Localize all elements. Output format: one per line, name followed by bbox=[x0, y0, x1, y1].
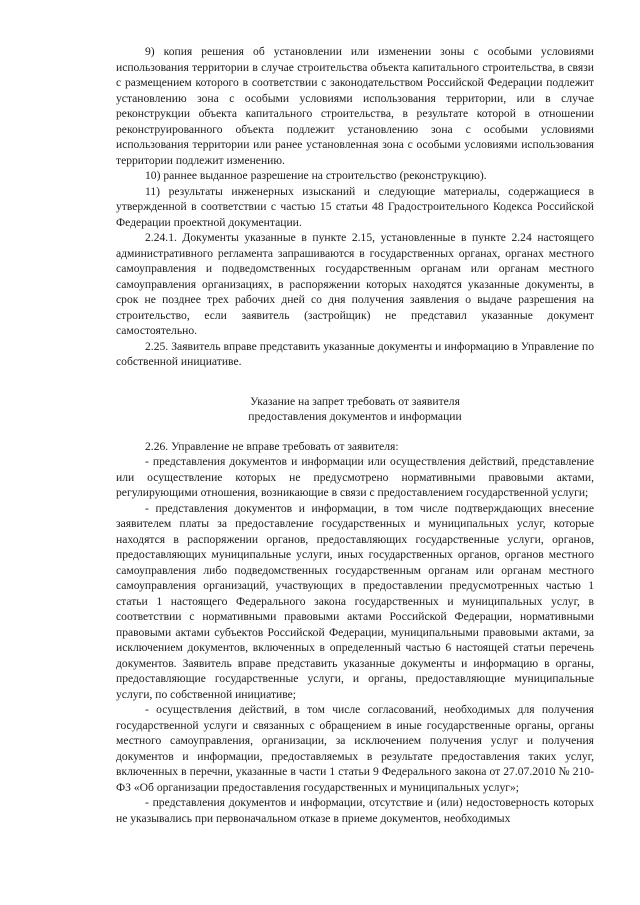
list-item-unreliable-documents: - представления документов и информации, отсутствие и (или) недостоверность которых не указывались при первоначальном отказе в приеме документов, необходимых bbox=[116, 796, 594, 825]
paragraph-2-26: 2.26. Управление не вправе требовать от заявителя: bbox=[145, 439, 399, 453]
list-item-payment-documents: - представления документов и информации, в том числе подтверждающих внесение заявителем платы за предоставление государственных и муниципальных услуг, которые находятся в распоряжении органов, предоставляющих государственные услуги, органов, предоставляющих муниципальные услуги, иных государственных органов, органов местного самоуправления либо подведомственных государственным органам или органам местного самоуправления организаций, участвующих в предоставлении предусмотренных частью 1 статьи 1 настоящего Федерального закона государственных и муниципальных услуг, в соответствии с нормативными правовыми актами Российской Федерации, нормативными правовыми актами субъектов Российской Федерации, муниципальными правовыми актами, за исключением документов, включенных в определенный частью 6 настоящей статьи перечень документов. Заявитель вправе представить указанные документы и информацию в органы, предоставляющие государственные услуги, и органы, предоставляющие муниципальные услуги, по собственной инициативе; bbox=[116, 501, 594, 701]
paragraph-2-24-1: 2.24.1. Документы указанные в пункте 2.15, установленные в пункте 2.24 настоящего административного регламента запрашиваются в государственных органах, органах местного самоуправления и подведомственных государственным органам или органам местного самоуправления организациях, в распоряжении которых находятся указанные документы, в срок не позднее трех рабочих дней со дня получения заявления о выдаче разрешения на строительство, если заявитель (застройщик) не представил указанные документ самостоятельно. bbox=[116, 231, 594, 337]
section-heading-line-2: предоставления документов и информации bbox=[248, 410, 462, 423]
spacer bbox=[116, 425, 594, 439]
paragraph-item-10: 10) раннее выданное разрешение на строительство (реконструкцию). bbox=[145, 169, 487, 182]
document-body bbox=[116, 44, 594, 826]
section-heading-line-1: Указание на запрет требовать от заявителя bbox=[250, 394, 460, 408]
list-item-documents: - представления документов и информации или осуществления действий, представление или осуществление которых не предусмотрено нормативными правовыми актами, регулирующими отношения, возникающие в связи с предоставлением государственной услуги; bbox=[116, 455, 594, 499]
paragraph-item-11: 11) результаты инженерных изысканий и следующие материалы, содержащиеся в утвержденной в соответствии с частью 15 статьи 48 Градостроительного Кодекса Российской Федерации проектной документации. bbox=[116, 184, 594, 229]
spacer bbox=[116, 370, 594, 394]
paragraph-item-9: 9) копия решения об установлении или изменении зоны с особыми условиями использования территории в случае строительства объекта капитального строительства, в связи с размещением которого в соответствии с законодательством Российской Федерации подлежит установлению зона с особыми условиями использования территории, или в случае реконструкции объекта капитального строительства, в результате которой в отношении реконструированного объекта подлежит установлению зона с особыми условиями использования территории или ранее установленная зона с особыми условиями использования территории подлежит изменению. bbox=[116, 45, 594, 167]
list-item-actions: - осуществления действий, в том числе согласований, необходимых для получения государственной услуги и связанных с обращением в иные государственные органы, органы местного самоуправления, организации, за исключением получения услуг и получения документов и информации, предоставляемых в результате предоставления таких услуг, включенных в перечни, указанные в части 1 статьи 9 Федерального закона от 27.07.2010 № 210-ФЗ «Об организации предоставления государственных и муниципальных услуг»; bbox=[116, 703, 594, 794]
paragraph-2-25: 2.25. Заявитель вправе представить указанные документы и информацию в Управление по собственной инициативе. bbox=[116, 339, 594, 368]
